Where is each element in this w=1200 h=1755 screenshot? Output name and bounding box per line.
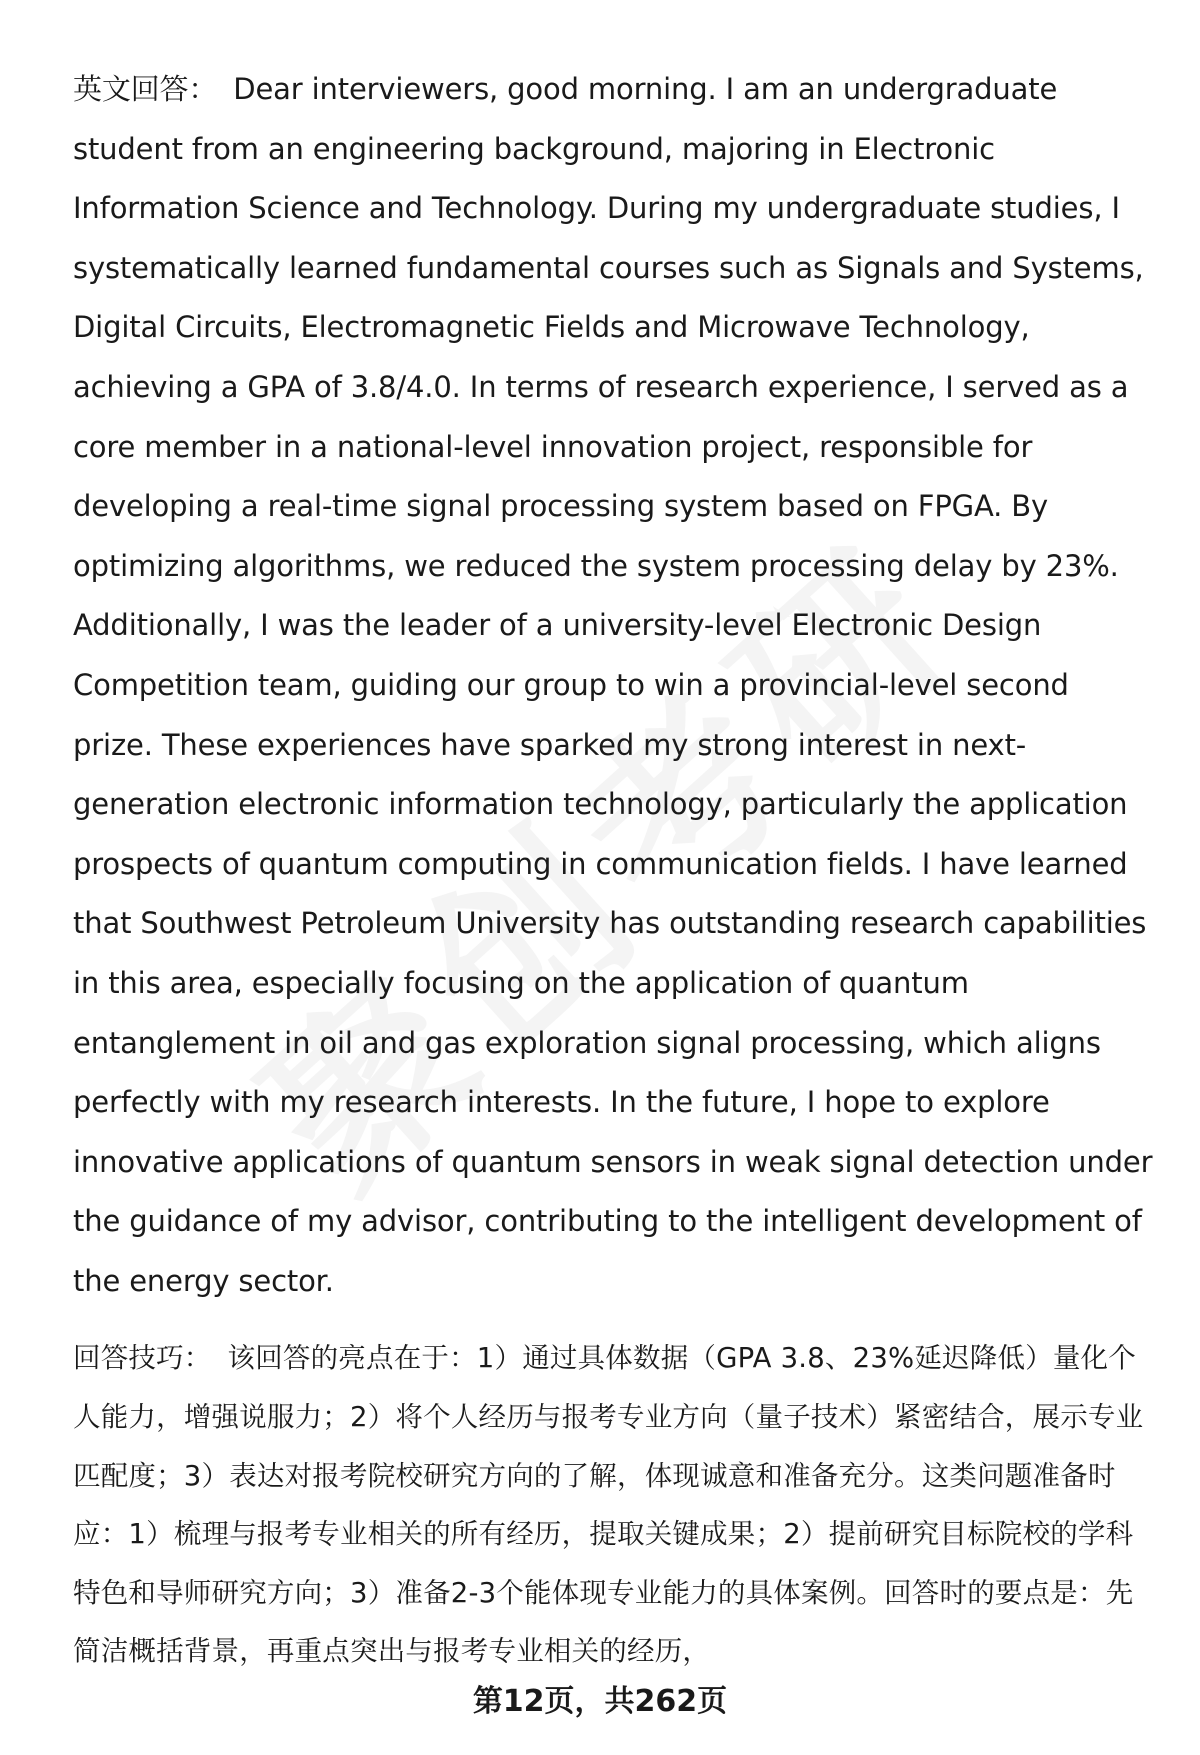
answer-tips-label: 回答技巧： — [73, 1342, 212, 1375]
page-number-footer: 第12页，共262页 — [472, 1684, 728, 1719]
english-answer-paragraph — [73, 60, 1153, 1311]
answer-tips-paragraph — [73, 1329, 1153, 1681]
answer-tips-text: 该回答的亮点在于：1）通过具体数据（GPA 3.8、23%延迟降低）量化个人能力，增强说服力；2）将个人经历与报考专业方向（量子技术）紧密结合，展示专业匹配度；3）表达对报考院校研究方向的了解，体现诚意和准备充分。这类问题准备时应：1）梳理与报考专业相关的所有经历，提取关键成果；2）提前研究目标院校的学科特色和导师研究方向；3）准备2-3个能体现专业能力的具体案例。回答时的要点是：先简洁概括背景，再重点突出与报考专业相关的经历， — [73, 1342, 1144, 1668]
document-body — [73, 60, 1153, 1681]
english-answer-label: 英文回答： — [73, 72, 218, 106]
english-answer-text: Dear interviewers, good morning. I am an undergraduate student from an engineering background, majoring in Electronic Information Science and Technology. During my undergraduate studies, I systematically learned fundamental courses such as Signals and Systems, Digital Circuits, Electromagnetic Fields and Microwave Technology, achieving a GPA of 3.8/4.0. In terms of research experience, I served as a core member in a national-level innovation project, responsible for developing a real-time signal processing system based on FPGA. By optimizing algorithms, we reduced the system processing delay by 23%. Additionally, I was the leader of a university-level Electronic Design Competition team, guiding our group to win a provincial-level second prize. These experiences have sparked my strong interest in next-generation electronic information technology, particularly the application prospects of quantum computing in communication fields. I have learned that Southwest Petroleum University has outstanding research capabilities in this area, especially focusing on the application of quantum entanglement in oil and gas exploration signal processing, which aligns perfectly with my research interests. In the future, I hope to explore innovative applications of quantum sensors in weak signal detection under the guidance of my advisor, contributing to the intelligent development of the energy sector. — [73, 72, 1153, 1298]
